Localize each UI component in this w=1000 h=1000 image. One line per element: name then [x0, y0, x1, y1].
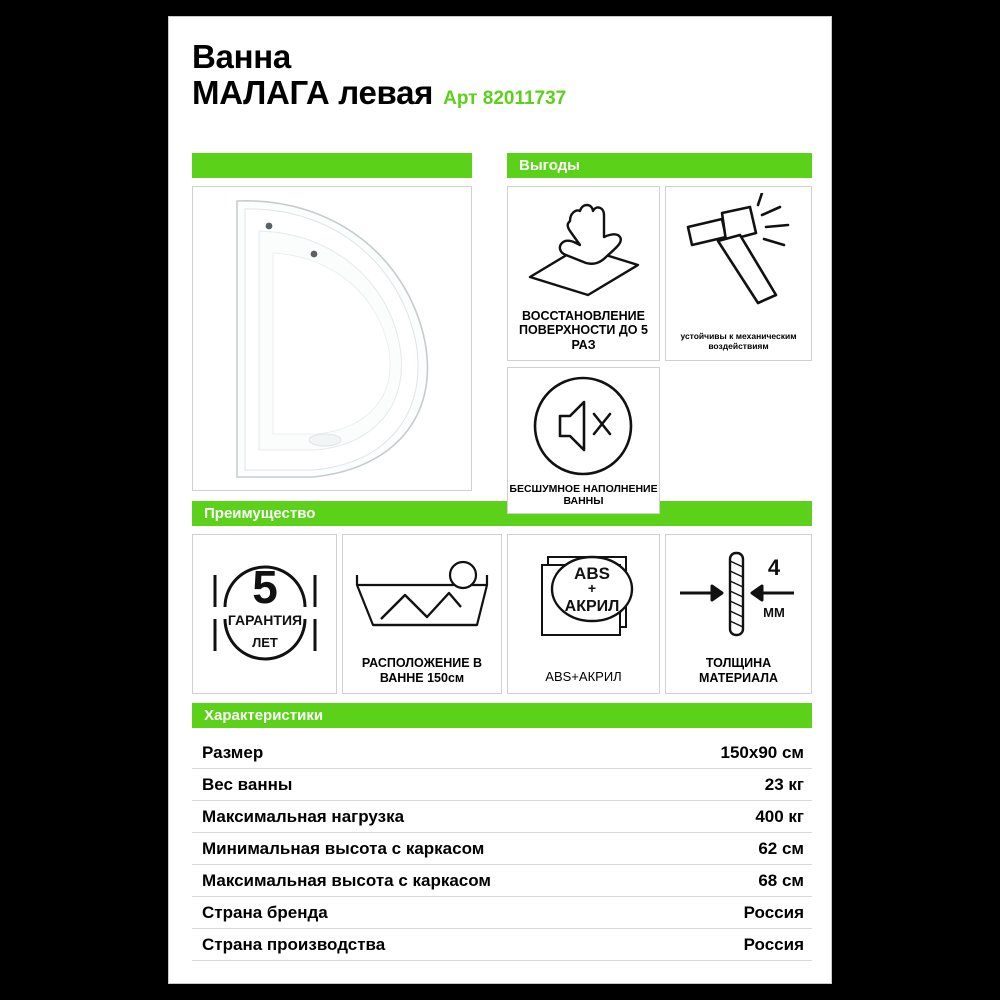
section-bar-left	[192, 153, 472, 178]
spec-label: Страна производства	[202, 935, 391, 955]
advantage-card-bath-position-label: РАСПОЛОЖЕНИЕ В ВАННЕ 150см	[361, 656, 483, 685]
section-bar-benefits-label: Выгоды	[519, 157, 580, 174]
section-bar-specs	[192, 703, 812, 728]
benefit-card-impact-resistant-label: устойчивы к механическим воздействиям	[680, 331, 797, 352]
table-row	[192, 769, 812, 801]
product-title-block	[192, 39, 812, 117]
spec-value: 150х90 см	[715, 743, 804, 763]
svg-text:ММ: ММ	[763, 605, 785, 620]
benefit-card-silent-filling	[507, 367, 660, 514]
benefit-card-impact-resistant	[665, 186, 812, 361]
svg-text:АКРИЛ: АКРИЛ	[564, 598, 620, 615]
svg-text:ГАРАНТИЯ: ГАРАНТИЯ	[227, 612, 303, 628]
hand-surface-restore-icon	[508, 191, 659, 306]
spec-label: Максимальная нагрузка	[202, 807, 410, 827]
section-bar-advantage	[192, 501, 812, 526]
spec-label: Вес ванны	[202, 775, 298, 795]
advantage-card-abs-acryl	[507, 534, 660, 694]
page-title: Ванна	[192, 38, 291, 75]
svg-text:+: +	[587, 580, 597, 596]
spec-label: Минимальная высота с каркасом	[202, 839, 490, 859]
bath-position-icon	[343, 541, 501, 651]
spec-value: Россия	[738, 935, 804, 955]
section-bar-benefits	[507, 153, 812, 178]
table-row	[192, 929, 812, 961]
article-number: Арт 82011737	[443, 88, 567, 109]
abs-acryl-icon	[508, 541, 659, 651]
svg-text:ABS: ABS	[574, 564, 610, 583]
benefit-card-surface-restore-label: ВОССТАНОВЛЕНИЕ ПОВЕРХНОСТИ ДО 5 РАЗ	[519, 308, 648, 352]
advantage-card-thickness-label: ТОЛЩИНА МАТЕРИАЛА	[698, 656, 779, 685]
svg-text:4: 4	[767, 555, 781, 580]
advantage-card-thickness	[665, 534, 812, 694]
specifications-table	[192, 737, 812, 961]
svg-text:5: 5	[252, 561, 278, 613]
spec-label: Размер	[202, 743, 269, 763]
spec-value: 23 кг	[759, 775, 804, 795]
table-row	[192, 897, 812, 929]
benefit-card-surface-restore	[507, 186, 660, 361]
advantage-card-abs-acryl-label: ABS+АКРИЛ	[545, 669, 622, 685]
advantage-card-warranty	[192, 534, 337, 694]
benefit-card-silent-filling-label: БЕСШУМНОЕ НАПОЛНЕНИЕ ВАННЫ	[509, 482, 658, 507]
section-bar-advantage-label: Преимущество	[204, 505, 316, 522]
section-bar-specs-label: Характеристики	[204, 707, 324, 724]
spec-value: 62 см	[752, 839, 804, 859]
spec-label: Страна бренда	[202, 903, 334, 923]
speaker-mute-icon	[508, 372, 659, 480]
table-row	[192, 865, 812, 897]
table-row	[192, 801, 812, 833]
material-thickness-icon	[666, 541, 811, 651]
product-model: МАЛАГА левая	[192, 74, 434, 111]
spec-value: 400 кг	[749, 807, 804, 827]
warranty-5-years-icon	[193, 535, 336, 693]
spec-value: 68 см	[752, 871, 804, 891]
spec-label: Максимальная высота с каркасом	[202, 871, 497, 891]
product-image	[192, 186, 472, 491]
product-name-row	[192, 75, 812, 117]
table-row	[192, 833, 812, 865]
svg-text:ЛЕТ: ЛЕТ	[252, 635, 278, 650]
table-row	[192, 737, 812, 769]
spec-value: Россия	[738, 903, 804, 923]
hammer-impact-icon	[666, 193, 811, 323]
advantage-card-bath-position	[342, 534, 502, 694]
sheet-inner	[184, 31, 818, 969]
bathtub-photo-icon	[193, 187, 471, 490]
product-spec-sheet	[168, 16, 832, 984]
